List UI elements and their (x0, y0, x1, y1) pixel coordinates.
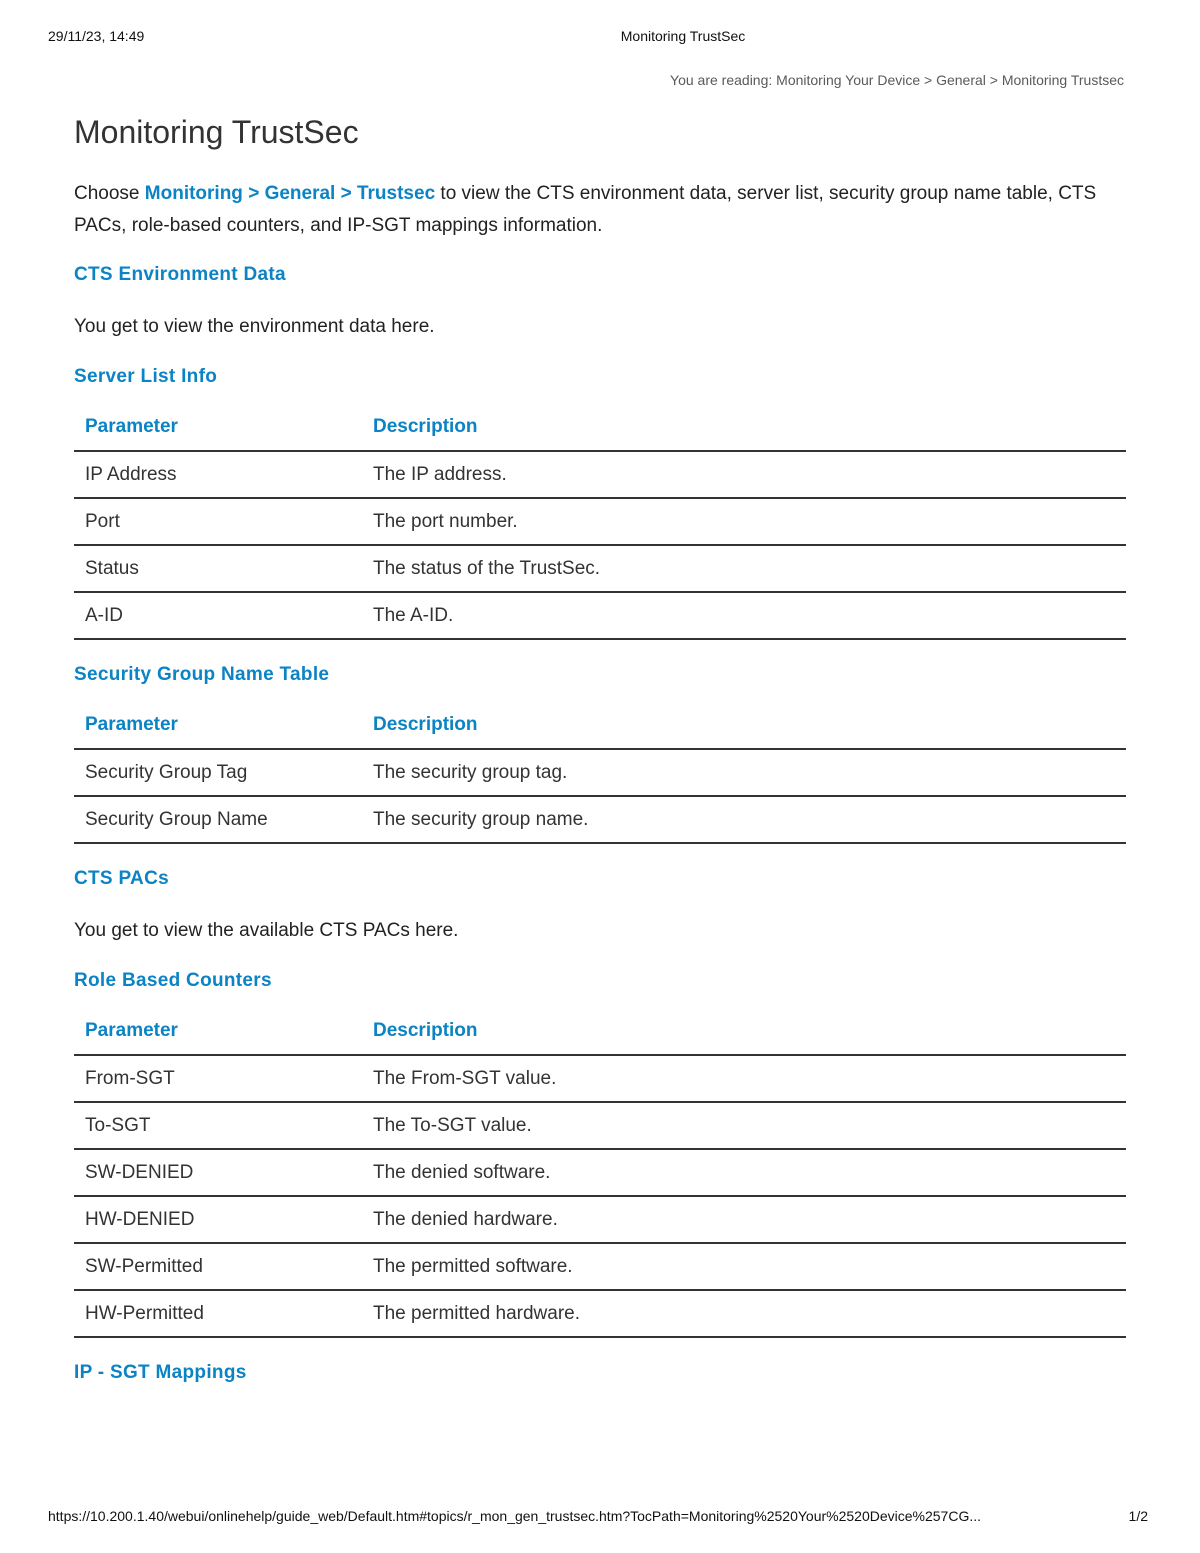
cts-environment-text: You get to view the environment data here. (74, 316, 435, 337)
role-based-counters-table (74, 1018, 1126, 1338)
description-cell: The denied hardware. (362, 1196, 1126, 1243)
intro-text-after: to view the CTS environment data, server list, security group name table, CTS PACs, role-based counters, and IP-SGT mappings information. (74, 183, 1097, 236)
description-cell: The security group tag. (362, 749, 1126, 796)
parameter-cell: Status (74, 545, 362, 592)
parameter-cell: SW-DENIED (74, 1149, 362, 1196)
parameter-cell: Port (74, 498, 362, 545)
table-header-row (74, 712, 1126, 749)
table-row (74, 796, 1126, 843)
nav-path-link[interactable]: Monitoring > General > Trustsec (144, 183, 436, 204)
table-row (74, 1149, 1126, 1196)
column-header-description: Description (362, 1018, 1126, 1055)
table-header-row (74, 1018, 1126, 1055)
heading-server-list-info: Server List Info (74, 366, 218, 387)
parameter-cell: To-SGT (74, 1102, 362, 1149)
table-row (74, 1243, 1126, 1290)
page-title: Monitoring TrustSec (74, 114, 359, 150)
heading-role-based-counters: Role Based Counters (74, 970, 272, 991)
description-cell: The To-SGT value. (362, 1102, 1126, 1149)
table-row (74, 1055, 1126, 1102)
breadcrumb: You are reading: Monitoring Your Device > General > Monitoring Trustsec (670, 72, 1124, 88)
column-header-parameter: Parameter (74, 712, 362, 749)
heading-security-group-name-table: Security Group Name Table (74, 664, 330, 685)
intro-text-before: Choose (74, 183, 145, 204)
description-cell: The From-SGT value. (362, 1055, 1126, 1102)
parameter-cell: HW-DENIED (74, 1196, 362, 1243)
description-cell: The port number. (362, 498, 1126, 545)
main-content (74, 112, 1126, 1384)
print-header-datetime: 29/11/23, 14:49 (48, 28, 145, 44)
print-footer-url: https://10.200.1.40/webui/onlinehelp/guide_web/Default.htm#topics/r_mon_gen_trustsec.htm?TocPath=Monitoring%2520Your%2520Device%257CG... (48, 1508, 982, 1524)
parameter-cell: IP Address (74, 451, 362, 498)
print-header-title: Monitoring TrustSec (620, 28, 746, 44)
parameter-cell: A-ID (74, 592, 362, 639)
parameter-cell: HW-Permitted (74, 1290, 362, 1337)
table-row (74, 1290, 1126, 1337)
heading-cts-environment-data: CTS Environment Data (74, 264, 286, 285)
column-header-parameter: Parameter (74, 1018, 362, 1055)
server-list-table (74, 414, 1126, 640)
cts-pacs-text: You get to view the available CTS PACs here. (74, 920, 459, 941)
table-row (74, 545, 1126, 592)
table-row (74, 749, 1126, 796)
parameter-cell: Security Group Tag (74, 749, 362, 796)
column-header-description: Description (362, 712, 1126, 749)
column-header-parameter: Parameter (74, 414, 362, 451)
parameter-cell: SW-Permitted (74, 1243, 362, 1290)
print-footer-page-number: 1/2 (1128, 1508, 1148, 1524)
parameter-cell: Security Group Name (74, 796, 362, 843)
intro-paragraph (74, 178, 1126, 242)
heading-cts-pacs: CTS PACs (74, 868, 169, 889)
description-cell: The permitted hardware. (362, 1290, 1126, 1337)
description-cell: The A-ID. (362, 592, 1126, 639)
description-cell: The security group name. (362, 796, 1126, 843)
description-cell: The status of the TrustSec. (362, 545, 1126, 592)
table-row (74, 1102, 1126, 1149)
heading-ip-sgt-mappings: IP - SGT Mappings (74, 1362, 247, 1383)
description-cell: The IP address. (362, 451, 1126, 498)
column-header-description: Description (362, 414, 1126, 451)
security-group-name-table (74, 712, 1126, 844)
description-cell: The denied software. (362, 1149, 1126, 1196)
table-row (74, 1196, 1126, 1243)
table-header-row (74, 414, 1126, 451)
parameter-cell: From-SGT (74, 1055, 362, 1102)
table-row (74, 451, 1126, 498)
table-row (74, 498, 1126, 545)
table-row (74, 592, 1126, 639)
description-cell: The permitted software. (362, 1243, 1126, 1290)
